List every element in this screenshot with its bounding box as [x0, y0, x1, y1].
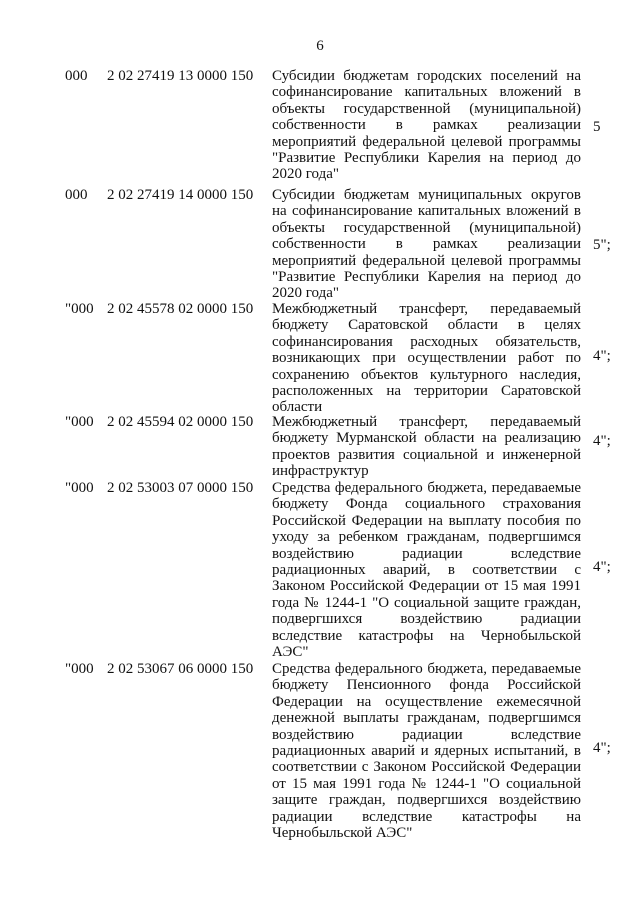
list-item — [0, 480, 640, 661]
code-prefix: "000 — [65, 301, 94, 317]
item-value: 4"; — [593, 740, 611, 756]
item-value: 5"; — [593, 237, 611, 253]
code-prefix: "000 — [65, 414, 94, 430]
budget-code: 2 02 53003 07 0000 150 — [107, 480, 254, 496]
item-value: 4"; — [593, 348, 611, 364]
budget-code: 2 02 45578 02 0000 150 — [107, 301, 254, 317]
list-item — [0, 661, 640, 841]
budget-code: 2 02 53067 06 0000 150 — [107, 661, 254, 677]
list-item — [0, 68, 640, 187]
item-description: Субсидии бюджетам городских поселений на софинансирование капитальных вложений в объекты государственной (муниципальной) собственности в рамках реализации мероприятий федеральной целевой программы "Развитие Республики Карелия на период до 2020 года" — [272, 68, 581, 183]
item-description: Средства федерального бюджета, передаваемые бюджету Пенсионного фонда Российской Федерации на осуществление ежемесячной денежной выплаты гражданам, подвергшимся воздействию радиации вследствие радиационных аварий и ядерных испытаний, в соответствии с Законом Российской Федерации от 15 мая 1991 года № 1244-1 "О социальной защите граждан, подвергшихся воздействию радиации вследствие катастрофы на Чернобыльской АЭС" — [272, 661, 581, 842]
budget-code: 2 02 27419 13 0000 150 — [107, 68, 254, 84]
budget-code: 2 02 27419 14 0000 150 — [107, 187, 254, 203]
item-description: Средства федерального бюджета, передаваемые бюджету Фонда социального страхования Российской Федерации на выплату пособия по уходу за ребенком гражданам, подвергшимся воздействию радиации вследствие радиационных аварий, в соответствии с Законом Российской Федерации от 15 мая 1991 года № 1244-1 "О социальной защите граждан, подвергшихся воздействию радиации вследствие катастрофы на Чернобыльской АЭС" — [272, 480, 581, 661]
item-value: 4"; — [593, 433, 611, 449]
item-value: 4"; — [593, 559, 611, 575]
page-number: 6 — [316, 38, 324, 54]
item-description: Межбюджетный трансферт, передаваемый бюджету Мурманской области на реализацию проектов развития социальной и инженерной инфраструктур — [272, 414, 581, 480]
budget-code: 2 02 45594 02 0000 150 — [107, 414, 254, 430]
item-description: Субсидии бюджетам муниципальных округов на софинансирование капитальных вложений в объекты государственной (муниципальной) собственности в рамках реализации мероприятий федеральной целевой программы "Развитие Республики Карелия на период до 2020 года" — [272, 187, 581, 302]
code-prefix: 000 — [65, 187, 88, 203]
list-item — [0, 301, 640, 414]
budget-code-list — [0, 68, 640, 841]
item-description: Межбюджетный трансферт, передаваемый бюджету Саратовской области в целях софинансирования расходных обязательств, возникающих при осуществлении работ по сохранению объектов культурного наследия, расположенных на территории Саратовской области — [272, 301, 581, 416]
code-prefix: "000 — [65, 480, 94, 496]
item-value: 5 — [593, 119, 601, 135]
code-prefix: "000 — [65, 661, 94, 677]
list-item — [0, 414, 640, 480]
list-item — [0, 187, 640, 301]
code-prefix: 000 — [65, 68, 88, 84]
